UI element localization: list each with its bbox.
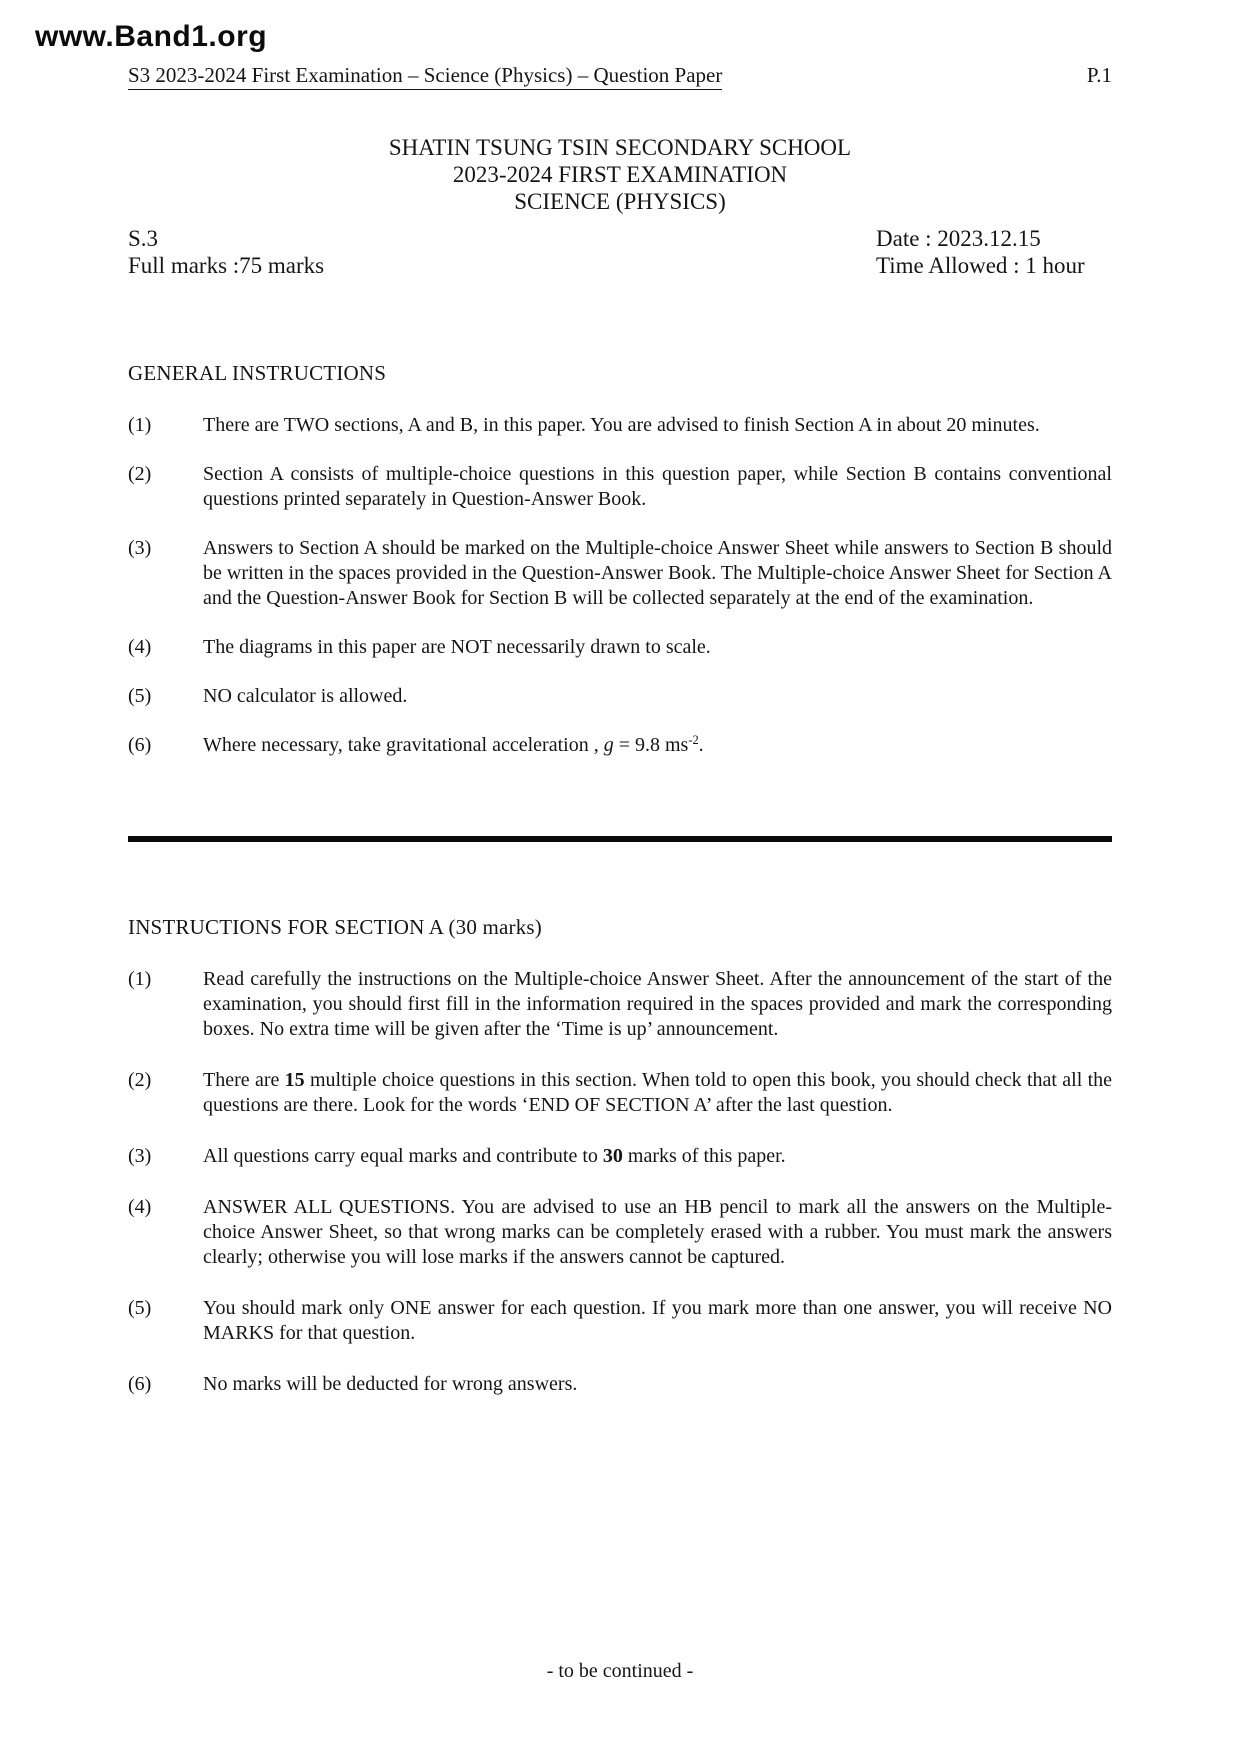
item-text-segment: Where necessary, take gravitational acceleration , [203, 734, 604, 756]
section-a-instructions-list [128, 967, 1112, 1397]
sa-item-4 [128, 1195, 1112, 1270]
watermark-url: www.Band1.org [35, 20, 268, 53]
item-text-segment: = 9.8 ms [613, 734, 689, 756]
time-allowed: Time Allowed : 1 hour [876, 253, 1085, 278]
item-text: Answers to Section A should be marked on the Multiple-choice Answer Sheet while answers to Section B should be written in the spaces provided in the Question-Answer Book. The Multiple-choice Answer Sheet for Section A and the Question-Answer Book for Section B will be collected separately at the end of the examination. [203, 537, 1112, 609]
sa-item-3 [128, 1144, 1112, 1169]
question-count: 15 [284, 1069, 305, 1091]
gi-item-6 [128, 733, 1112, 760]
gi-item-3 [128, 536, 1112, 611]
section-a-instructions-heading: INSTRUCTIONS FOR SECTION A (30 marks) [128, 915, 542, 939]
item-text: NO calculator is allowed. [203, 685, 408, 707]
item-number: (3) [128, 1145, 152, 1167]
item-number: (4) [128, 1196, 152, 1218]
item-text [203, 1144, 1112, 1169]
item-text-segment: marks of this paper. [622, 1145, 786, 1167]
exam-title: 2023-2024 FIRST EXAMINATION [452, 162, 788, 187]
item-text: You should mark only ONE answer for each question. If you mark more than one answer, you will receive NO MARKS for that question. [203, 1297, 1112, 1344]
sa-item-1 [128, 967, 1112, 1042]
item-text-segment: multiple choice questions in this section. When told to open this book, you should check that all the questions are there. Look for the words ‘END OF SECTION A’ after the last question. [203, 1069, 1112, 1116]
item-number: (5) [128, 1297, 152, 1319]
class-level: S.3 [128, 226, 159, 251]
full-marks: Full marks :75 marks [128, 253, 325, 278]
item-number: (6) [128, 734, 152, 756]
exam-info-row-1 [128, 225, 1112, 252]
item-text: ANSWER ALL QUESTIONS. You are advised to use an HB pencil to mark all the answers on the Multiple-choice Answer Sheet, so that wrong marks can be completely erased with a rubber. You must mark the answers clearly; otherwise you will lose marks if the answers cannot be captured. [203, 1196, 1112, 1268]
exponent: -2 [688, 733, 699, 748]
document-header-title: S3 2023-2024 First Examination – Science (Physics) – Question Paper [128, 62, 722, 90]
exam-info-block [128, 225, 1112, 279]
item-number: (4) [128, 636, 152, 658]
item-text: Read carefully the instructions on the Multiple-choice Answer Sheet. After the announcement of the start of the examination, you should first fill in the information required in the spaces provided and mark the corresponding boxes. No extra time will be given after the ‘Time is up’ announcement. [203, 968, 1112, 1040]
item-number: (1) [128, 968, 152, 990]
item-text: No marks will be deducted for wrong answers. [203, 1373, 578, 1395]
item-number: (2) [128, 463, 152, 485]
item-text [203, 733, 1112, 760]
gravity-symbol: g [603, 734, 614, 756]
document-header [128, 62, 1112, 90]
marks-count: 30 [602, 1145, 623, 1167]
sa-item-5 [128, 1296, 1112, 1346]
sa-item-6 [128, 1372, 1112, 1397]
general-instructions-heading: GENERAL INSTRUCTIONS [128, 361, 387, 385]
gi-item-5 [128, 684, 1112, 709]
item-number: (2) [128, 1069, 152, 1091]
item-number: (5) [128, 685, 152, 707]
item-number: (6) [128, 1373, 152, 1395]
exam-date: Date : 2023.12.15 [876, 226, 1041, 251]
item-number: (3) [128, 537, 152, 559]
to-be-continued-note: - to be continued - [546, 1660, 694, 1682]
gi-item-1 [128, 413, 1112, 438]
item-text: The diagrams in this paper are NOT necessarily drawn to scale. [203, 636, 711, 658]
item-text: There are TWO sections, A and B, in this paper. You are advised to finish Section A in about 20 minutes. [203, 414, 1040, 436]
school-name: SHATIN TSUNG TSIN SECONDARY SCHOOL [388, 135, 852, 160]
item-text-segment: There are [203, 1069, 285, 1091]
item-text: Section A consists of multiple-choice questions in this question paper, while Section B contains conventional questions printed separately in Question-Answer Book. [203, 463, 1112, 510]
item-text-segment: . [698, 734, 704, 756]
item-number: (1) [128, 414, 152, 436]
title-block [128, 134, 1112, 215]
general-instructions-list [128, 413, 1112, 760]
gi-item-4 [128, 635, 1112, 660]
exam-info-row-2 [128, 252, 1112, 279]
page-content [128, 0, 1112, 1423]
gi-item-2 [128, 462, 1112, 512]
item-text-segment: All questions carry equal marks and contribute to [203, 1145, 603, 1167]
subject-title: SCIENCE (PHYSICS) [514, 189, 726, 214]
sa-item-2 [128, 1068, 1112, 1118]
item-text [203, 1068, 1112, 1118]
page-number: P.1 [1086, 63, 1112, 87]
section-divider-rule [128, 836, 1112, 842]
